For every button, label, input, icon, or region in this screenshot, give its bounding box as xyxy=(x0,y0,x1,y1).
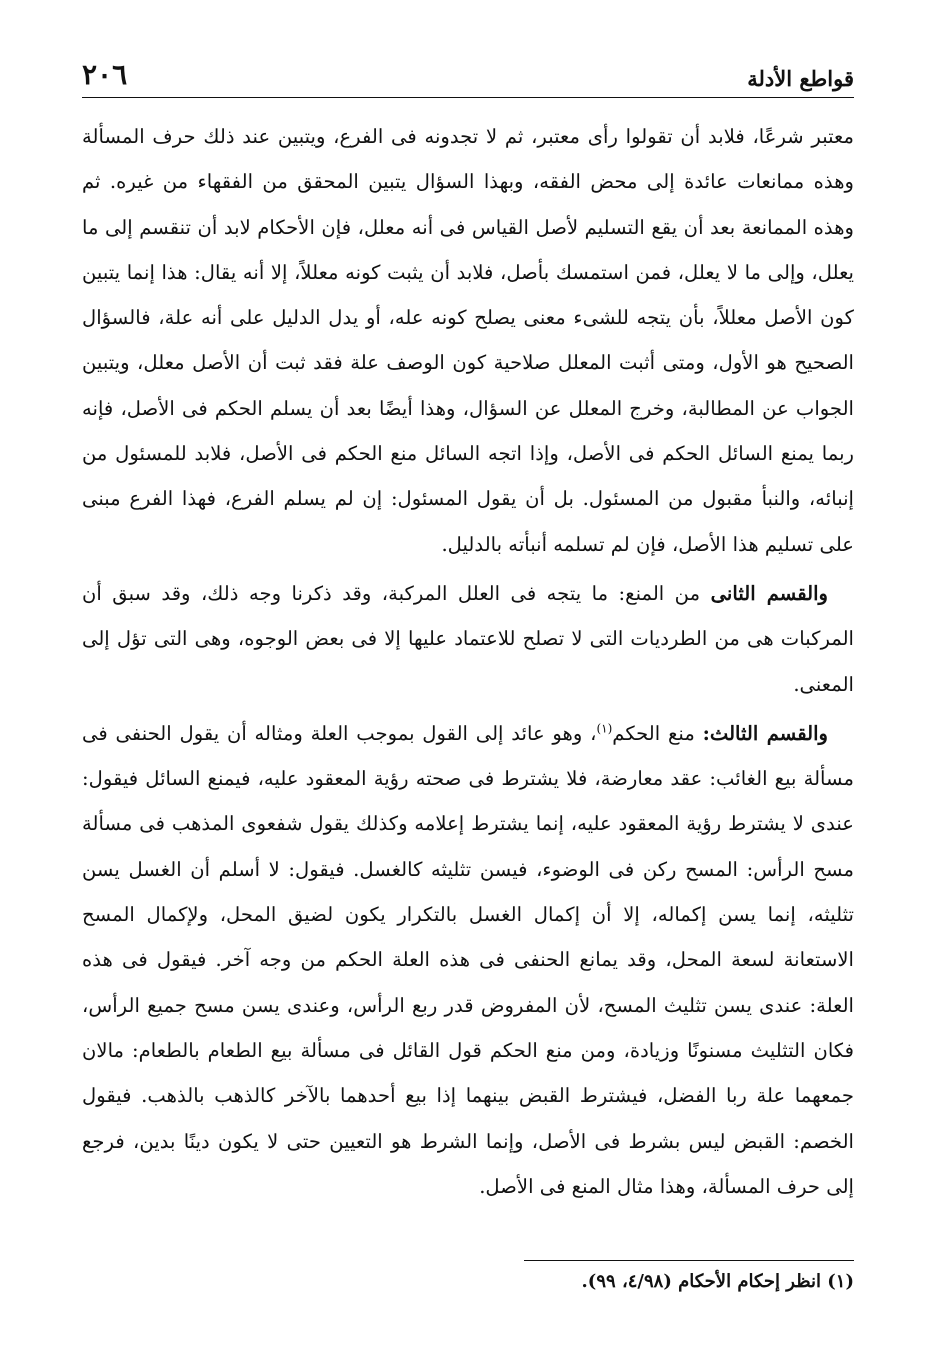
footnote: (١) انظر إحكام الأحكام (٤/٩٨، ٩٩). xyxy=(581,1271,854,1292)
section-label: والقسم الثانى xyxy=(710,581,828,605)
footnote-reference[interactable]: (١) xyxy=(596,721,613,736)
paragraph-text: ، وهو عائد إلى القول بموجب العلة ومثاله أن يقول الحنفى فى مسألة بيع الغائب: عقد معارضة، فلا يشترط فى صحته رؤية المعقود عليه، فيمنع السائل فيقول: عندى لا يشترط رؤية المعقود عليه، إنما يشترط إعلامه وكذلك يقول شفعوى المذهب فى مسألة مسح الرأس: المسح ركن فى الوضوء، فيسن تثليثه كالغسل. فيقول: لا أسلم أن الغسل يسن تثليثه، إنما يسن إكماله، إلا أن إكمال الغسل بالتكرار يكون لضيق المحل، ولإكمال المسح الاستعانة لسعة المحل، وقد يمانع الحنفى فى هذه العلة الحكم من وجه آخر. فيقول فى هذه العلة: عندى يسن تثليث المسح، لأن المفروض قدر ربع الرأس، وعندى يسن مسح جميع الرأس، فكان التثليث مسنونًا وزيادة، ومن منع الحكم قول القائل فى مسألة بيع الطعام بالطعام: مالان جمعهما علة ربا الفضل، فيشترط القبض بينهما إذا بيع أحدهما بالآخر كالذهب بالذهب. فيقول الخصم: القبض ليس بشرط فى الأصل، وإنما الشرط هو التعيين حتى لا يكون دينًا بدين، فرجع إلى حرف المسألة، وهذا مثال المنع فى الأصل. xyxy=(82,721,854,1198)
paragraph-third-section xyxy=(82,711,854,1209)
running-title: قواطع الأدلة xyxy=(747,66,854,91)
paragraph-text-lead: منع الحكم xyxy=(612,721,703,745)
section-label: والقسم الثالث: xyxy=(702,721,829,745)
page-number: ٢٠٦ xyxy=(82,58,128,91)
paragraph-second-section xyxy=(82,571,854,707)
body-text xyxy=(82,114,854,1209)
page-header xyxy=(82,58,854,98)
paragraph-continuation xyxy=(82,114,854,567)
paragraph-text: معتبر شرعًا، فلابد أن تقولوا رأى معتبر، ثم لا تجدونه فى الفرع، ويتبين عند ذلك حرف المسألة وهذه ممانعات عائدة إلى محض الفقه، وبهذا السؤال يتبين المحقق من الفقهاء من غيره. ثم وهذه الممانعة بعد أن يقع التسليم لأصل القياس فى أنه معلل، فإن الأحكام لابد أن تنقسم إلى ما يعلل، وإلى ما لا يعلل، فمن استمسك بأصل، فلابد أن يثبت كونه معللاً، إلا أنه يقال: هذا إنما يتبين كون الأصل معللاً، بأن يتجه للشىء معنى يصلح كونه عله، أو يدل الدليل على أنه علة، فالسؤال الصحيح هو الأول، ومتى أثبت المعلل صلاحية كون الوصف علة فقد ثبت أن الأصل معلل، ويتبين الجواب عن المطالبة، وخرج المعلل عن السؤال، وهذا أيضًا بعد أن يسلم الحكم فى الأصل، فإنه ربما يمنع السائل الحكم فى الأصل، وإذا اتجه السائل منع الحكم فى الأصل، فلابد للمسئول من إنبائه، والنبأ مقبول من المسئول. بل أن يقول المسئول: إن لم يسلم الفرع، فهذا الفرع مبنى على تسليم هذا الأصل، فإن لم تسلمه أنبأته بالدليل. xyxy=(82,125,854,556)
paragraph-text: من المنع: ما يتجه فى العلل المركبة، وقد ذكرنا وجه ذلك، وقد سبق أن المركبات هى من الطرديات التى لا تصلح للاعتماد عليها إلا فى بعض الوجوه، وهى التى تؤل إلى المعنى. xyxy=(82,581,854,696)
footnote-divider xyxy=(524,1260,854,1261)
